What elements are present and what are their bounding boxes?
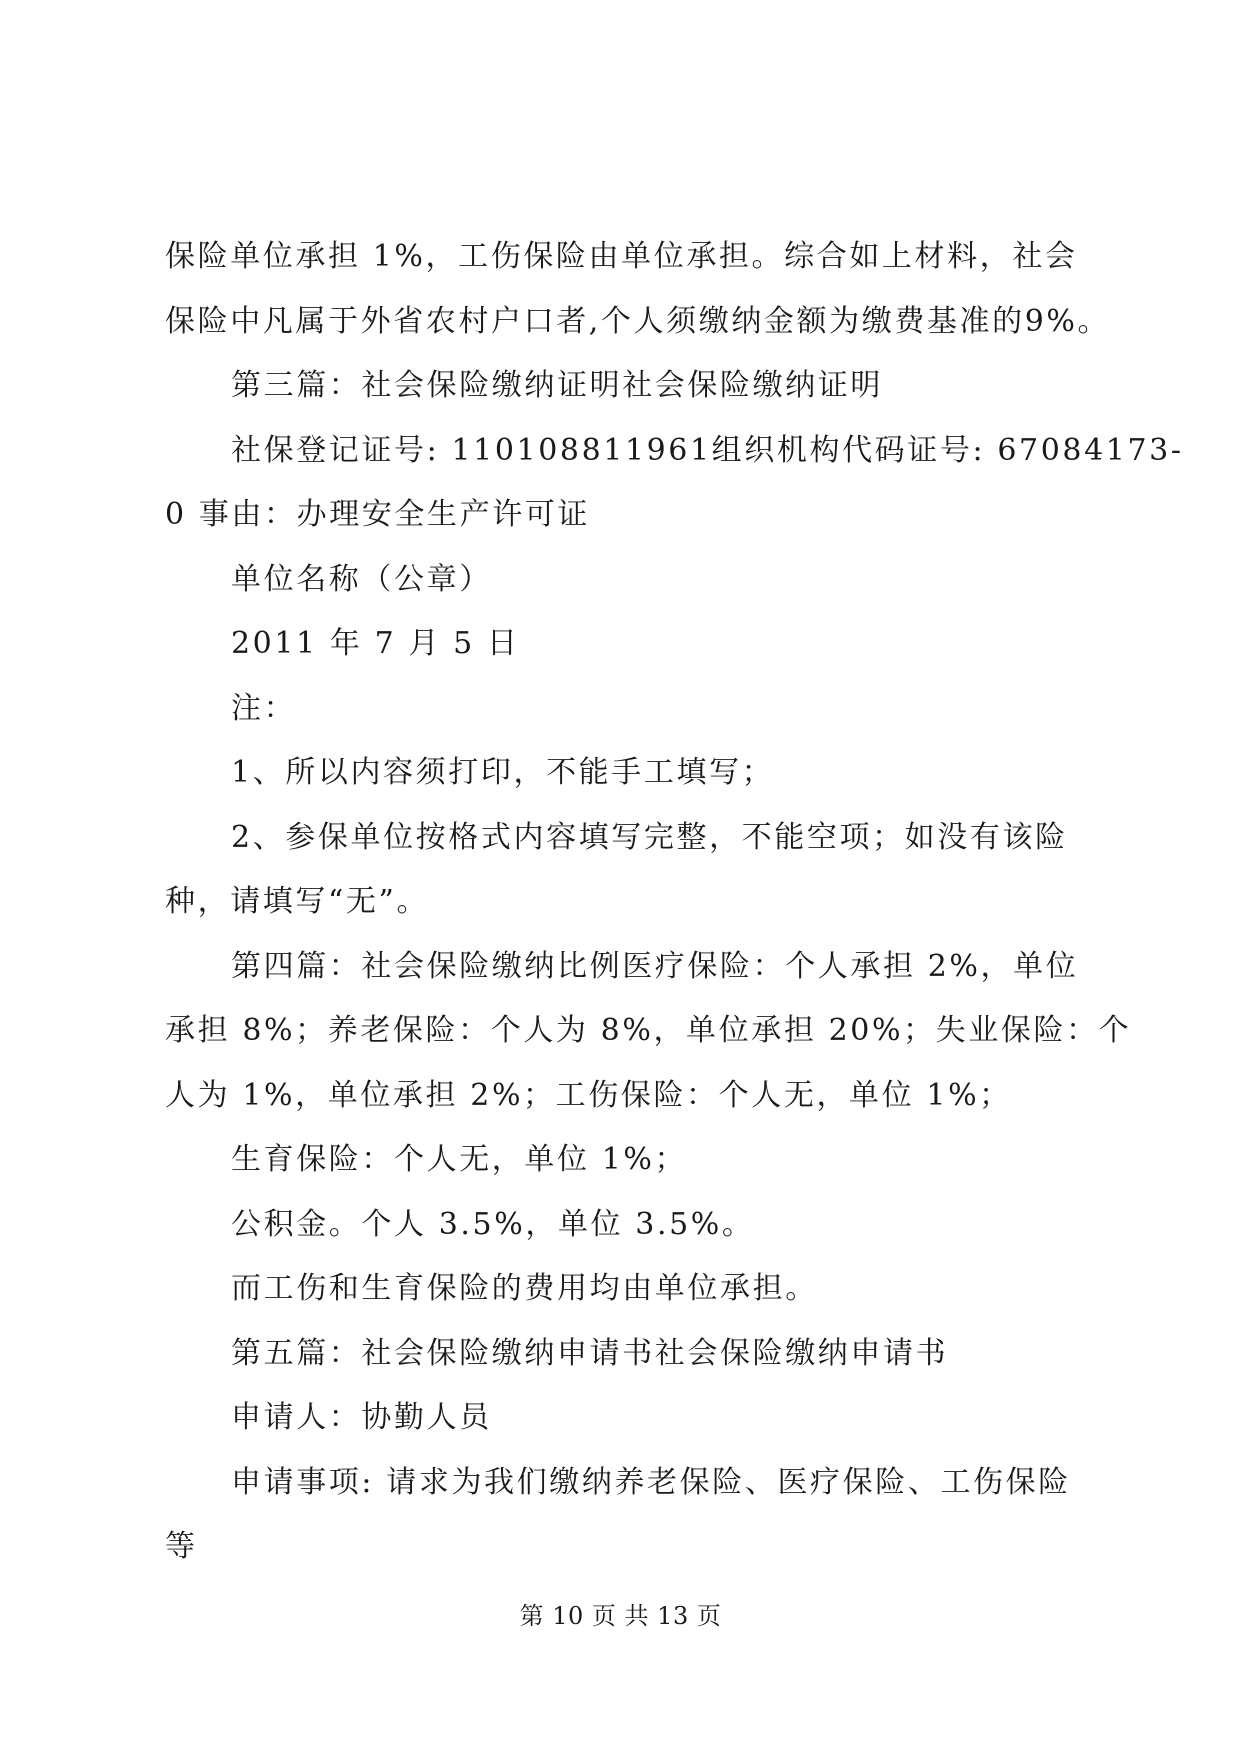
note-item: 1、所以内容须打印，不能手工填写； bbox=[231, 755, 775, 790]
text-line: 保险中凡属于外省农村户口者,个人须缴纳金额为缴费基准的9%。 bbox=[165, 303, 1111, 339]
note-item: 2、参保单位按格式内容填写完整，不能空项；如没有该险 bbox=[231, 819, 1068, 855]
text-line: 公积金。个人 3.5%，单位 3.5%。 bbox=[231, 1206, 755, 1242]
text-line: 承担 8%；养老保险：个人为 8%，单位承担 20%；失业保险：个 bbox=[165, 1013, 1132, 1048]
text-line: 保险单位承担 1%，工伤保险由单位承担。综合如上材料，社会 bbox=[165, 239, 1078, 274]
text-line: 等 bbox=[165, 1529, 198, 1564]
text-line: 申请事项: 请求为我们缴纳养老保险、医疗保险、工伤保险 bbox=[231, 1464, 1071, 1500]
text-line: 申请人：协勤人员 bbox=[231, 1400, 492, 1435]
section-heading: 第三篇：社会保险缴纳证明社会保险缴纳证明 bbox=[231, 368, 883, 403]
date-line: 2011 年 7 月 5 日 bbox=[231, 626, 520, 661]
text-line: 社保登记证号: 110108811961组织机构代码证号: 67084173- bbox=[231, 432, 1184, 468]
note-label: 注： bbox=[231, 690, 297, 726]
page-number-footer: 第 10 页 共 13 页 bbox=[519, 1602, 722, 1630]
text-line: 单位名称（公章） bbox=[231, 561, 492, 597]
text-line: 人为 1%，单位承担 2%；工伤保险：个人无，单位 1%； bbox=[165, 1077, 1012, 1113]
section-heading: 第五篇：社会保险缴纳申请书社会保险缴纳申请书 bbox=[231, 1335, 949, 1371]
text-line: 而工伤和生育保险的费用均由单位承担。 bbox=[231, 1271, 818, 1306]
document-body bbox=[165, 225, 1184, 1580]
section-heading: 第四篇：社会保险缴纳比例医疗保险：个人承担 2%，单位 bbox=[231, 948, 1079, 984]
text-line: 0 事由：办理安全生产许可证 bbox=[165, 497, 591, 532]
text-line: 种，请填写“无”。 bbox=[165, 884, 430, 919]
text-line: 生育保险：个人无，单位 1%； bbox=[231, 1142, 688, 1177]
